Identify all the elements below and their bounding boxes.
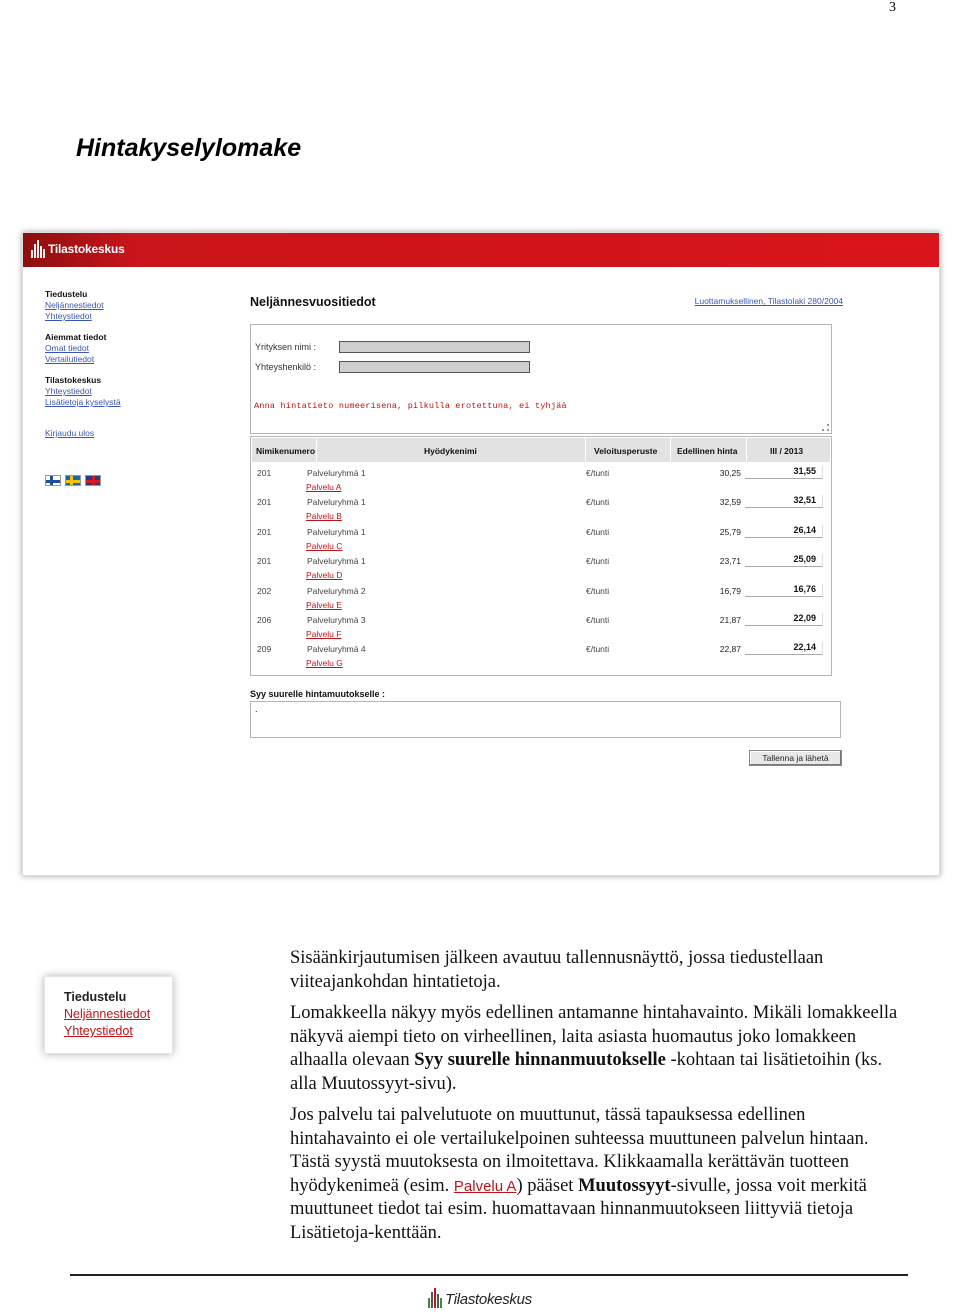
paragraph-3 bbox=[290, 1104, 906, 1245]
text-span: -kohtaan tai lisätietoihin (ks. alla Muutossyyt-sivu). bbox=[290, 1050, 883, 1094]
previous-price: 16,79 bbox=[719, 585, 741, 596]
logout-link[interactable]: Kirjaudu ulos bbox=[45, 428, 95, 438]
service-link[interactable]: Palvelu A bbox=[306, 482, 342, 492]
swedish-flag-icon[interactable] bbox=[65, 475, 81, 486]
charge-basis: €/tunti bbox=[586, 526, 610, 537]
sidebar-link-own-data[interactable]: Omat tiedot bbox=[45, 343, 89, 353]
sidebar-group-statfin bbox=[45, 375, 155, 408]
service-link[interactable]: Palvelu F bbox=[306, 629, 342, 639]
current-price-input[interactable]: 22,14 bbox=[745, 642, 823, 655]
service-link[interactable]: Palvelu B bbox=[306, 511, 342, 522]
brand-name: Tilastokeskus bbox=[48, 242, 125, 256]
service-group: Palveluryhmä 1 bbox=[307, 497, 366, 508]
contact-person-row bbox=[255, 362, 316, 372]
english-flag-icon[interactable] bbox=[85, 475, 101, 486]
service-group: Palveluryhmä 3 bbox=[307, 615, 366, 625]
table-row bbox=[251, 494, 831, 523]
service-group: Palveluryhmä 1 bbox=[307, 468, 366, 478]
charge-basis: €/tunti bbox=[586, 615, 610, 625]
mini-nav-heading: Tiedustelu bbox=[64, 990, 127, 1004]
charge-basis: €/tunti bbox=[586, 497, 610, 508]
sidebar-heading: Aiemmat tiedot bbox=[45, 332, 107, 342]
service-group: Palveluryhmä 2 bbox=[307, 585, 366, 596]
previous-price: 30,25 bbox=[719, 468, 741, 478]
table-row bbox=[251, 583, 831, 612]
previous-price: 21,87 bbox=[719, 615, 741, 625]
app-screenshot bbox=[22, 232, 940, 876]
input-warning: Anna hintatieto numeerisena, pilkulla erotettuna, ei tyhjää bbox=[254, 401, 567, 411]
previous-price: 22,87 bbox=[719, 644, 741, 655]
column-header: Nimikenumero bbox=[256, 446, 316, 456]
table-row bbox=[251, 465, 831, 494]
company-name-row bbox=[255, 342, 316, 352]
sidebar-heading: Tilastokeskus bbox=[45, 375, 102, 385]
sidebar-link-statfin-contacts[interactable]: Yhteystiedot bbox=[45, 386, 92, 396]
inline-service-link: Palvelu A bbox=[453, 1177, 517, 1195]
charge-basis: €/tunti bbox=[586, 556, 610, 567]
column-header: Veloitusperuste bbox=[594, 446, 658, 456]
sidebar-group-survey bbox=[45, 289, 155, 322]
mini-nav-excerpt bbox=[44, 976, 173, 1054]
paragraph-2 bbox=[290, 1002, 906, 1096]
table-row bbox=[251, 612, 831, 641]
item-number: 209 bbox=[257, 644, 272, 655]
table-row bbox=[251, 524, 831, 553]
price-table bbox=[250, 436, 832, 676]
save-and-send-button[interactable]: Tallenna ja lähetä bbox=[749, 750, 842, 766]
charge-basis: €/tunti bbox=[586, 585, 610, 596]
sidebar-group-logout bbox=[45, 428, 155, 439]
resize-handle-icon[interactable] bbox=[822, 424, 829, 431]
text-span: -sivulle, jossa voit merkitä muuttuneet tiedot tai esim. huomattavaan hinnanmuutokseen liittyviä tietoja Lisätietoja-kenttään. bbox=[290, 1175, 867, 1243]
mini-nav-link-contacts[interactable]: Yhteystiedot bbox=[64, 1024, 133, 1038]
reason-label: Syy suurelle hintamuutokselle : bbox=[250, 689, 386, 699]
item-number: 201 bbox=[257, 556, 272, 567]
service-group: Palveluryhmä 1 bbox=[307, 556, 366, 567]
column-header: Hyödykenimi bbox=[424, 446, 477, 456]
brand-logo bbox=[31, 240, 125, 258]
body-text bbox=[290, 947, 906, 1253]
column-header: Edellinen hinta bbox=[677, 446, 738, 456]
item-number: 206 bbox=[257, 615, 272, 625]
item-number: 202 bbox=[257, 585, 272, 596]
service-link[interactable]: Palvelu C bbox=[306, 540, 343, 551]
reason-value: . bbox=[255, 704, 258, 714]
previous-price: 25,79 bbox=[719, 526, 741, 537]
sidebar-link-more-info[interactable]: Lisätietoja kyselystä bbox=[45, 397, 121, 407]
sidebar bbox=[45, 289, 155, 486]
current-price-input[interactable]: 31,55 bbox=[745, 466, 823, 479]
finnish-flag-icon[interactable] bbox=[45, 475, 61, 486]
column-header: III / 2013 bbox=[770, 446, 804, 456]
footer-logo-icon bbox=[428, 1290, 442, 1308]
text-span: Lomakkeella näkyy myös edellinen antamanne hintahavainto. Mikäli lomakkeella näkyvä aiempi tieto on virheellinen, laita asiasta huomautus joko lomakkeen alhaalla olevaan bbox=[290, 1003, 898, 1070]
company-name-field[interactable] bbox=[339, 341, 530, 353]
footer-divider bbox=[70, 1274, 908, 1276]
mini-nav-link-quarterly[interactable]: Neljännestiedot bbox=[64, 1007, 151, 1021]
language-selector bbox=[45, 475, 155, 486]
previous-price: 32,59 bbox=[719, 497, 741, 508]
current-price-input[interactable]: 25,09 bbox=[745, 554, 823, 567]
contact-person-field[interactable] bbox=[339, 361, 530, 373]
service-group: Palveluryhmä 4 bbox=[307, 644, 366, 655]
logo-icon bbox=[31, 240, 45, 258]
contact-person-label: Yhteyshenkilö : bbox=[255, 362, 317, 372]
sidebar-heading: Tiedustelu bbox=[45, 289, 88, 299]
company-info-box bbox=[250, 324, 832, 434]
table-row bbox=[251, 641, 831, 670]
service-link[interactable]: Palvelu E bbox=[306, 599, 342, 610]
current-price-input[interactable]: 16,76 bbox=[745, 584, 823, 597]
sidebar-link-contacts[interactable]: Yhteystiedot bbox=[45, 311, 92, 321]
company-name-label: Yrityksen nimi : bbox=[255, 342, 317, 352]
current-price-input[interactable]: 32,51 bbox=[745, 495, 823, 508]
main-title: Neljännesvuositiedot bbox=[250, 295, 376, 309]
text-span: Jos palvelu tai palvelutuote on muuttunut, tässä tapauksessa edellinen hintahavainto ei ole vertailukelpoinen suhteessa muuttuneen palvelun hintaan. Tästä syystä muutoksesta on ilmoitettava. Klikkaamalla kerättävän tuotteen hyödykenimeä (esim. bbox=[290, 1105, 869, 1196]
document-title: Hintakyselylomake bbox=[76, 134, 302, 162]
paragraph-1: Sisäänkirjautumisen jälkeen avautuu tallennusnäyttö, jossa tiedustellaan viiteajankohdan hintatietoja. bbox=[290, 948, 824, 992]
charge-basis: €/tunti bbox=[586, 644, 610, 655]
bold-span: Syy suurelle hinnanmuutokselle bbox=[414, 1050, 666, 1070]
previous-price: 23,71 bbox=[719, 556, 741, 567]
sidebar-group-previous bbox=[45, 332, 155, 365]
confidentiality-link[interactable]: Luottamuksellinen, Tilastolaki 280/2004 bbox=[694, 296, 843, 306]
service-group: Palveluryhmä 1 bbox=[307, 526, 366, 537]
current-price-input[interactable]: 26,14 bbox=[745, 525, 823, 538]
item-number: 201 bbox=[257, 497, 272, 508]
reason-textarea[interactable] bbox=[250, 701, 841, 738]
item-number: 201 bbox=[257, 468, 272, 478]
charge-basis: €/tunti bbox=[586, 468, 610, 478]
footer-logo bbox=[428, 1290, 532, 1308]
service-link[interactable]: Palvelu D bbox=[306, 570, 343, 581]
page-number: 3 bbox=[889, 0, 896, 15]
item-number: 201 bbox=[257, 526, 272, 537]
sidebar-link-quarterly[interactable]: Neljännestiedot bbox=[45, 300, 104, 310]
sidebar-link-comparison[interactable]: Vertailutiedot bbox=[45, 354, 95, 364]
footer-brand-name: Tilastokeskus bbox=[445, 1290, 532, 1308]
text-span: ) pääset bbox=[516, 1175, 579, 1196]
bold-span: Muutossyyt bbox=[578, 1175, 671, 1196]
table-row bbox=[251, 553, 831, 582]
table-header bbox=[252, 438, 830, 462]
current-price-input[interactable]: 22,09 bbox=[745, 613, 823, 626]
service-link[interactable]: Palvelu G bbox=[306, 658, 343, 669]
app-header bbox=[23, 233, 939, 267]
